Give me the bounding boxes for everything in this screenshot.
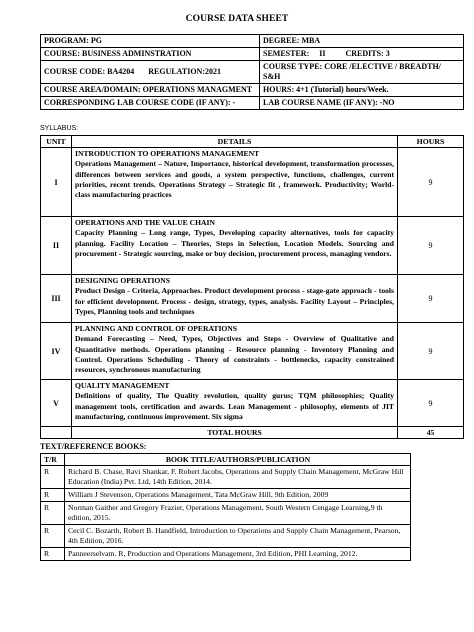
- hours-header: HOURS: [398, 136, 464, 148]
- lab-code-cell: CORRESPONDING LAB COURSE CODE (IF ANY): -: [41, 97, 260, 110]
- book-entry: Cecil C. Bozarth, Robert B. Handfield, Introduction to Operations and Supply Chain Management, Pearson, 4th Edition, 2016.: [65, 525, 411, 548]
- course-area-cell: COURSE AREA/DOMAIN: OPERATIONS MANAGMENT: [41, 84, 260, 97]
- book-type: R: [41, 466, 65, 489]
- info-row: [41, 48, 464, 61]
- semester-credits-cell: SEMESTER: II CREDITS: 3: [260, 48, 464, 61]
- book-type: R: [41, 502, 65, 525]
- book-title-header: BOOK TITLE/AUTHORS/PUBLICATION: [65, 454, 411, 466]
- unit-details: [72, 217, 398, 275]
- unit-details: [72, 323, 398, 380]
- program-cell: PROGRAM: PG: [41, 35, 260, 48]
- unit-title: QUALITY MANAGEMENT: [75, 381, 170, 390]
- unit-title: DESIGNING OPERATIONS: [75, 276, 171, 285]
- total-hours-label: TOTAL HOURS: [72, 427, 398, 439]
- unit-number: I: [41, 148, 72, 217]
- lab-name-cell: LAB COURSE NAME (IF ANY): -NO: [260, 97, 464, 110]
- info-row: [41, 97, 464, 110]
- book-entry: Panneerselvam. R, Production and Operations Management, 3rd Edition, PHI Learning, 2012.: [65, 548, 411, 561]
- book-row: [41, 502, 411, 525]
- total-spacer: [41, 427, 72, 439]
- unit-row: [41, 380, 464, 427]
- course-type-cell: COURSE TYPE: CORE /ELECTIVE / BREADTH/ S&H: [260, 61, 464, 84]
- unit-row: [41, 275, 464, 323]
- degree-cell: DEGREE: MBA: [260, 35, 464, 48]
- course-info-table: [40, 34, 464, 110]
- unit-body: Demand Forecasting – Need, Types, Objectives and Steps - Overview of Qualitative and Quantitative methods. Operations planning - Resource planning - Inventory Planning and Control. Operations Scheduling - Theory of constraints - bottlenecks, capacity constrained resources, synchronous manufacturing: [75, 334, 394, 375]
- info-row: [41, 61, 464, 84]
- syllabus-table: [40, 135, 464, 439]
- book-row: [41, 548, 411, 561]
- syllabus-label: SYLLABUS:: [40, 125, 79, 132]
- syllabus-header-row: [41, 136, 464, 148]
- hours-cell: HOURS: 4+1 (Tutorial) hours/Week.: [260, 84, 464, 97]
- unit-details: [72, 275, 398, 323]
- book-type: R: [41, 489, 65, 502]
- total-hours-value: 45: [398, 427, 464, 439]
- unit-hours: 9: [398, 380, 464, 427]
- unit-number: V: [41, 380, 72, 427]
- unit-row: [41, 323, 464, 380]
- tr-header: T/R: [41, 454, 65, 466]
- unit-row: [41, 148, 464, 217]
- book-row: [41, 525, 411, 548]
- info-row: [41, 35, 464, 48]
- unit-title: OPERATIONS AND THE VALUE CHAIN: [75, 218, 215, 227]
- unit-body: Definitions of quality, The Quality revolution, quality gurus; TQM philosophies; Quality management tools, certification and awards. Lean Management - philosophy, elements of JIT manufacturing, continuous improvement. Six sigma: [75, 391, 394, 421]
- unit-details: [72, 380, 398, 427]
- page-title: COURSE DATA SHEET: [185, 14, 289, 24]
- unit-title: INTRODUCTION TO OPERATIONS MANAGEMENT: [75, 149, 260, 158]
- course-cell: COURSE: BUSINESS ADMINSTRATION: [41, 48, 260, 61]
- unit-details: [72, 148, 398, 217]
- unit-hours: 9: [398, 217, 464, 275]
- books-table: [40, 453, 411, 561]
- unit-number: III: [41, 275, 72, 323]
- unit-body: Capacity Planning – Long range, Types, Developing capacity alternatives, tools for capacity planning. Facility Location – Theories, Steps in Selection, Location Models. Sourcing and procurement - Strategic sourcing, make or buy decision, procurement process, managing vendors.: [75, 228, 394, 258]
- unit-body: Product Design - Criteria, Approaches. Product development process - stage-gate approach - tools for efficient development. Process - design, strategy, types, analysis. Facility Layout – Principles, Types, Planning tools and techniques: [75, 286, 394, 316]
- info-row: [41, 84, 464, 97]
- unit-title: PLANNING AND CONTROL OF OPERATIONS: [75, 324, 238, 333]
- book-row: [41, 489, 411, 502]
- total-hours-row: [41, 427, 464, 439]
- unit-number: II: [41, 217, 72, 275]
- unit-body: Operations Management – Nature, Importance, historical development, transformation processes, differences between services and goods, a system perspective, functions, challenges, current priorities, recent trends. Operations Strategy – Strategic fit , framework. Productivity; World-class manufacturing practices: [75, 159, 394, 200]
- book-row: [41, 466, 411, 489]
- books-header-row: [41, 454, 411, 466]
- course-code-cell: COURSE CODE: BA4204 REGULATION:2021: [41, 61, 260, 84]
- unit-hours: 9: [398, 323, 464, 380]
- book-entry: Norman Gaither and Gregory Frazier, Operations Management, South Western Cengage Learning,9 th edition, 2015.: [65, 502, 411, 525]
- details-header: DETAILS: [72, 136, 398, 148]
- book-entry: William J Stevenson, Operations Management, Tata McGraw Hill, 9th Edition, 2009: [65, 489, 411, 502]
- book-entry: Richard B. Chase, Ravi Shankar, F. Robert Jacobs, Operations and Supply Chain Management, McGraw Hill Education (India) Pvt. Ltd, 14th Edition, 2014.: [65, 466, 411, 489]
- books-label: TEXT/REFERENCE BOOKS:: [40, 442, 147, 451]
- unit-number: IV: [41, 323, 72, 380]
- book-type: R: [41, 548, 65, 561]
- unit-hours: 9: [398, 148, 464, 217]
- unit-hours: 9: [398, 275, 464, 323]
- unit-header: UNIT: [41, 136, 72, 148]
- unit-row: [41, 217, 464, 275]
- book-type: R: [41, 525, 65, 548]
